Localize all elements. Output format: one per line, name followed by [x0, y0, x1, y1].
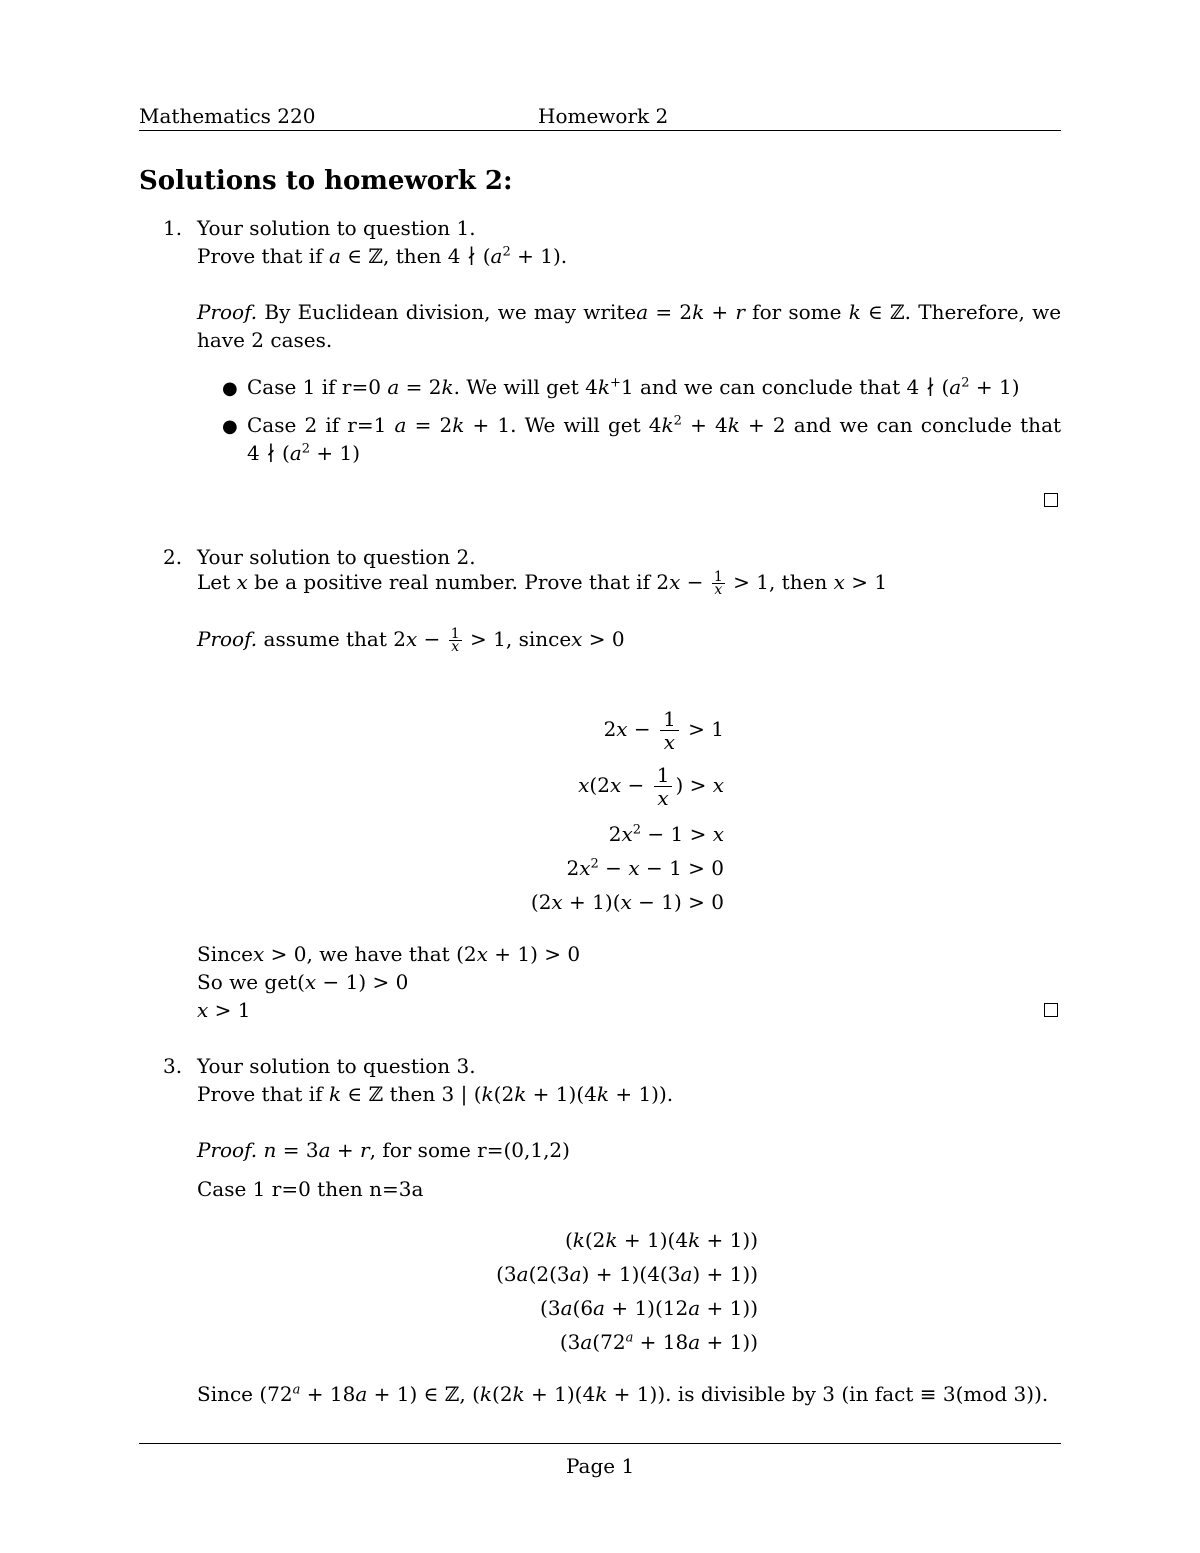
page-title: Solutions to homework 2: [139, 166, 513, 196]
q2-prompt: Let x be a positive real number. Prove that if 2x − $\frac{1}{x}$ > 1, then x > 1 [197, 569, 888, 598]
footer-rule [139, 1443, 1061, 1444]
q2-eq3: $2x^2 - 1 > x$ [608, 822, 724, 846]
q1-case1: Case 1 if r=0 a = 2k. We will get 4k+1 and we can conclude that 4 ∤ $(a^2 + 1)$ [247, 375, 1020, 399]
q1-case1-post: and we can conclude that [640, 375, 901, 399]
q2-eq5: (2x + 1)(x − 1) > 0 [530, 890, 724, 914]
q2-proof-label: Proof. [197, 627, 258, 651]
q3-proof-text: for some r=(0,1,2) [382, 1138, 570, 1162]
q3-number: 3. [163, 1054, 183, 1078]
page-number: Page 1 [566, 1454, 635, 1478]
q1-proof-text: By Euclidean division, we may write [264, 300, 637, 324]
q1-proof-for-some: for some [752, 300, 842, 324]
q1-proof-label: Proof. [197, 300, 258, 324]
q3-eq3: (3a(6a + 1)(12a + 1)) [540, 1296, 758, 1320]
q2-since-post: we have that [319, 942, 450, 966]
q3-since-label: Since [197, 1382, 254, 1406]
q2-since-line: Sincex > 0, we have that (2x + 1) > 0 [197, 942, 581, 966]
course-name: Mathematics 220 [139, 104, 316, 128]
qed-square-icon [1044, 1003, 1058, 1017]
q3-eq1: (k(2k + 1)(4k + 1)) [564, 1228, 758, 1252]
q3-prompt: Prove that if k ∈ ℤ then 3 | (k(2k + 1)(4k + 1)). [197, 1082, 674, 1106]
q2-proof-text: assume that [263, 627, 387, 651]
q1-case2-line2: 4 ∤ $(a^2 + 1)$ [247, 441, 361, 465]
q2-eq2: x(2x − $\frac{1}{x}$ ) > x [578, 763, 724, 810]
q3-proof-label: Proof. [197, 1138, 258, 1162]
q2-so-label: So we get [197, 970, 298, 994]
homework-label: Homework 2 [538, 104, 669, 128]
q1-proof-line1: Proof. By Euclidean division, we may writea = 2k + r for some k ∈ ℤ. Therefore, we [197, 300, 1062, 324]
q2-number: 2. [163, 545, 183, 569]
q3-proof-line: Proof. n = 3a + r, for some r=(0,1,2) [197, 1138, 570, 1162]
qed-square-icon [1044, 493, 1058, 507]
q1-case1-label: Case 1 if r=0 [247, 375, 381, 399]
q1-case2-post: and we can conclude that [793, 413, 1062, 437]
q1-case2-mid: We will get [524, 413, 641, 437]
q3-prompt-mid: then [389, 1082, 436, 1106]
q2-prompt-mid: be a positive real number. Prove that if [254, 570, 650, 594]
q2-conclusion: x > 1 [197, 998, 251, 1022]
q2-proof-since: since [518, 627, 572, 651]
q1-number: 1. [163, 216, 183, 240]
q1-proof-therefore: Therefore, we [918, 300, 1062, 324]
q1-case1-mid: We will get [466, 375, 579, 399]
q3-case1: Case 1 r=0 then n=3a [197, 1177, 424, 1201]
q3-since-post: is divisible by 3 (in fact [677, 1382, 914, 1406]
q3-prompt-pre: Prove that if [197, 1082, 323, 1106]
q1-case2-label: Case 2 if r=1 [247, 413, 387, 437]
q2-so-line: So we get(x − 1) > 0 [197, 970, 409, 994]
q3-since-line: Since $(72^a + 18a + 1)$ ∈ ℤ, (k(2k + 1)(4k + 1)). is divisible by 3 (in fact ≡ 3(mod 3)). [197, 1382, 1049, 1406]
q2-heading: Your solution to question 2. [197, 545, 476, 569]
header-rule [139, 130, 1061, 131]
q2-eq1: 2x − $\frac{1}{x}$ > 1 [603, 707, 724, 754]
q2-since-label: Since [197, 942, 254, 966]
q2-eq4: $2x^2 - x - 1 > 0$ [566, 856, 724, 880]
q1-prompt: Prove that if a ∈ ℤ, then 4 ∤ $(a^2 + 1)$. [197, 244, 568, 268]
q2-proof-line: Proof. assume that 2x − $\frac{1}{x}$ > 1, sincex > 0 [197, 626, 625, 655]
bullet-icon: ● [222, 378, 238, 399]
q3-eq4: $(3a(72^a + 18a + 1))$ [559, 1330, 758, 1354]
q3-heading: Your solution to question 3. [197, 1054, 476, 1078]
q1-heading: Your solution to question 1. [197, 216, 476, 240]
q2-prompt-let: Let [197, 570, 231, 594]
q1-case2: Case 2 if r=1 a = 2k + 1. We will get $4k^2 + 4k + 2$ and we can conclude that [247, 413, 1062, 437]
bullet-icon: ● [222, 416, 238, 437]
q3-eq2: (3a(2(3a) + 1)(4(3a) + 1)) [496, 1262, 758, 1286]
q1-proof-line2: have 2 cases. [197, 328, 333, 352]
